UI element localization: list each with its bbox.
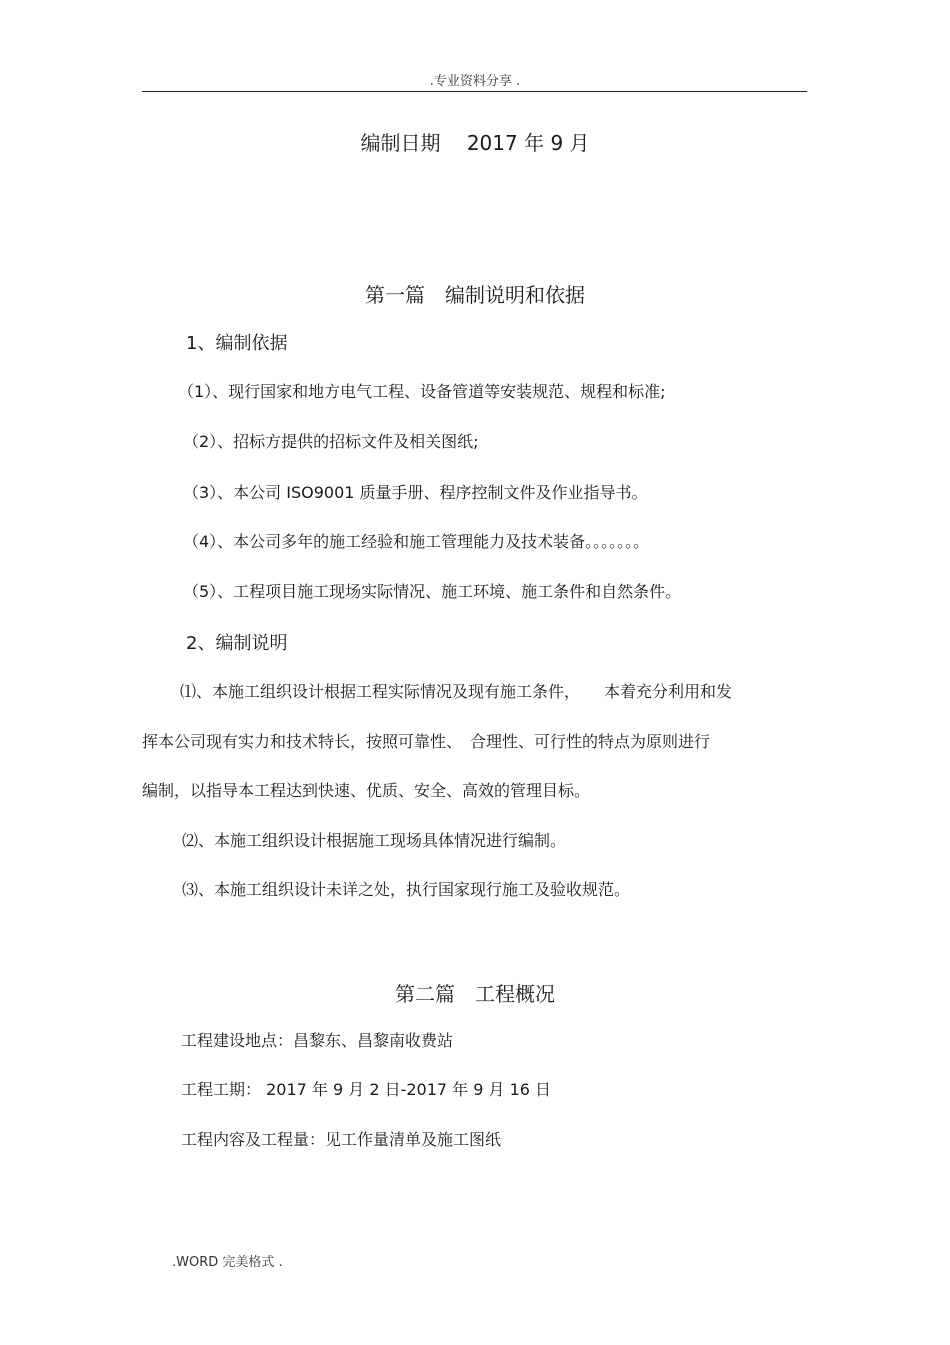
- section-explanation-title: 2、编制说明: [186, 633, 288, 654]
- explanation-para-line: 挥本公司现有实力和技术特长，按照可靠性、 合理性、可行性的特点为原则进行: [142, 732, 711, 751]
- basis-item: （5）、工程项目施工现场实际情况、施工环境、施工条件和自然条件。: [183, 582, 682, 601]
- section-basis-title: 1、编制依据: [186, 333, 288, 354]
- part1-title: 第一篇 编制说明和依据: [365, 283, 585, 307]
- overview-line: 工程建设地点：昌黎东、昌黎南收费站: [181, 1031, 454, 1050]
- explanation-para-line: 编制，以指导本工程达到快速、优质、安全、高效的管理目标。: [142, 781, 591, 800]
- basis-item: （2）、招标方提供的招标文件及相关图纸;: [183, 432, 479, 451]
- explanation-para-line: ⑴、本施工组织设计根据工程实际情况及现有施工条件， 本着充分利用和发: [180, 682, 733, 701]
- basis-item: （1）、现行国家和地方电气工程、设备管道等安装规范、规程和标准;: [178, 382, 666, 401]
- explanation-para-2: ⑵、本施工组织设计根据施工现场具体情况进行编制。: [182, 831, 567, 850]
- basis-item: （4）、本公司多年的施工经验和施工管理能力及技术装备。。。。。。。: [183, 532, 650, 551]
- page-header: .专业资料分享 .: [429, 74, 521, 89]
- explanation-para-3: ⑶、本施工组织设计未详之处，执行国家现行施工及验收规范。: [182, 880, 631, 899]
- header-rule: [142, 91, 807, 92]
- basis-item: （3）、本公司 ISO9001 质量手册、程序控制文件及作业指导书。: [183, 483, 648, 502]
- overview-line: 工程内容及工程量：见工作量清单及施工图纸: [181, 1130, 502, 1149]
- compile-date: 编制日期 2017 年 9 月: [360, 131, 590, 155]
- overview-line: 工程工期： 2017 年 9 月 2 日-2017 年 9 月 16 日: [181, 1080, 552, 1099]
- part2-title: 第二篇 工程概况: [395, 982, 555, 1006]
- page-footer: .WORD 完美格式 .: [172, 1255, 283, 1270]
